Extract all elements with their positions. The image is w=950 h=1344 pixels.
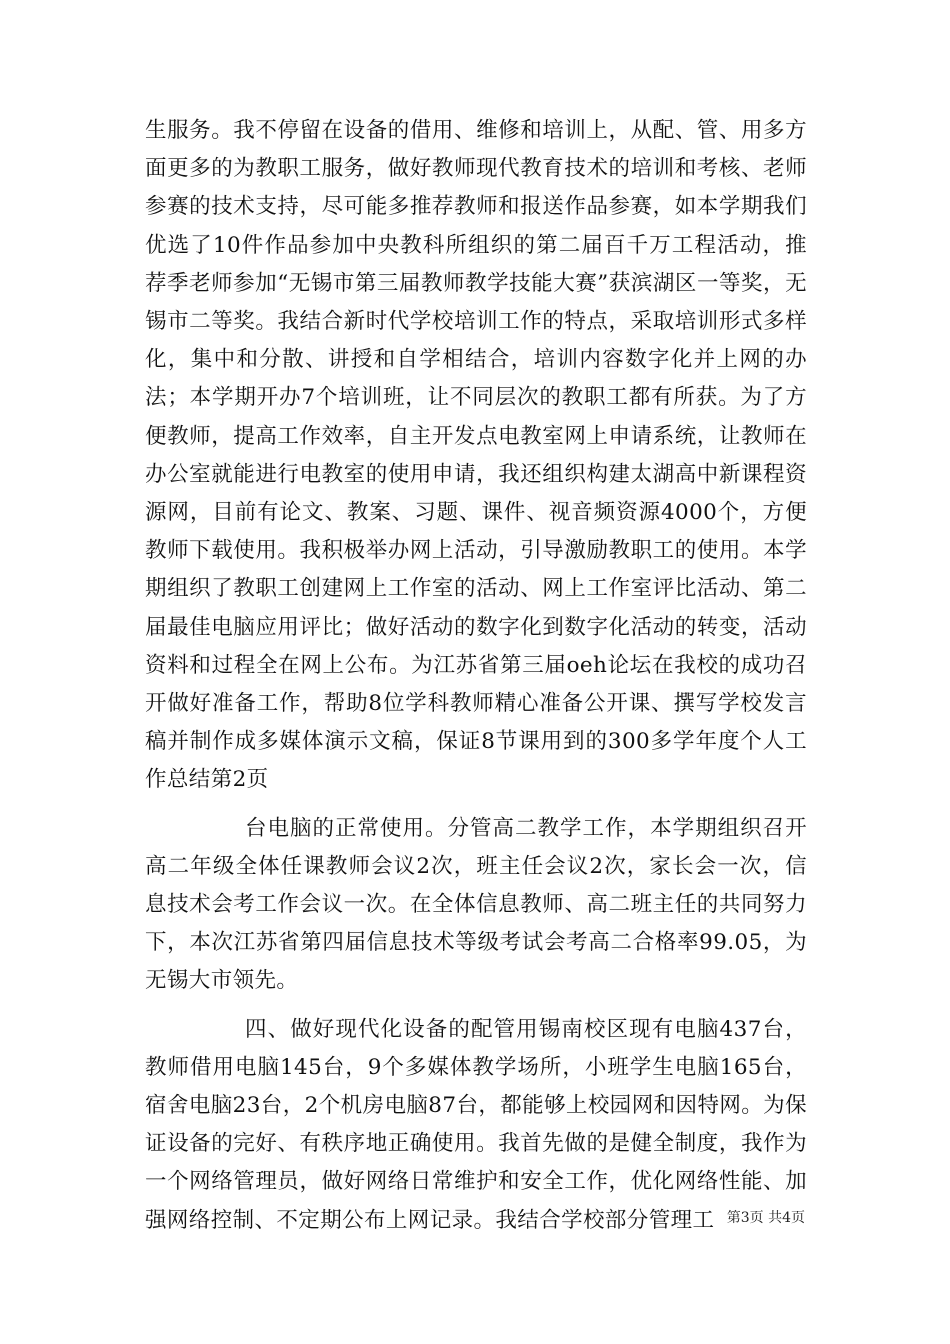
paragraph-gap [145,1001,807,1011]
paragraph-1: 生服务。我不停留在设备的借用、维修和培训上，从配、管、用多方面更多的为教职工服务，做好教师现代教育技术的培训和考核、老师参赛的技术支持，尽可能多推荐教师和报送作品参赛，如本学期我们优选了10件作品参加中央教科所组织的第二届百千万工程活动，推荐季老师参加“无锡市第三届教师教学技能大赛”获滨湖区一等奖，无锡市二等奖。我结合新时代学校培训工作的特点，采取培训形式多样化，集中和分散、讲授和自学相结合，培训内容数字化并上网的办法；本学期开办7个培训班，让不同层次的教职工都有所获。为了方便教师，提高工作效率，自主开发点电教室网上申请系统，让教师在办公室就能进行电教室的使用申请，我还组织构建太湖高中新课程资源网，目前有论文、教案、习题、课件、视音频资源4000个，方便教师下载使用。我积极举办网上活动，引导激励教职工的使用。本学期组织了教职工创建网上工作室的活动、网上工作室评比活动、第二届最佳电脑应用评比；做好活动的数字化到数字化活动的转变，活动资料和过程全在网上公布。为江苏省第三届oeh论坛在我校的成功召开做好准备工作，帮助8位学科教师精心准备公开课、撰写学校发言稿并制作成多媒体演示文稿，保证8节课用到的300多学年度个人工作总结第2页 [145,118,807,793]
page-number-footer: 第3页 共4页 [726,1210,805,1226]
paragraph-3: 四、做好现代化设备的配管用锡南校区现有电脑437台，教师借用电脑145台，9个多媒体教学场所，小班学生电脑165台，宿舍电脑23台，2个机房电脑87台，都能够上校园网和因特网。为保证设备的完好、有秩序地正确使用。我首先做的是健全制度，我作为一个网络管理员，做好网络日常维护和安全工作，优化网络性能、加强网络控制、不定期公布上网记录。我结合学校部分管理工 [145,1016,807,1233]
paragraph-gap [145,800,807,810]
document-body [145,112,807,1240]
paragraph-2: 台电脑的正常使用。分管高二教学工作，本学期组织召开高二年级全体任课教师会议2次，班主任会议2次，家长会一次，信息技术会考工作会议一次。在全体信息教师、高二班主任的共同努力下，本次江苏省第四届信息技术等级考试会考高二合格率99.05，为无锡大市领先。 [145,815,807,994]
